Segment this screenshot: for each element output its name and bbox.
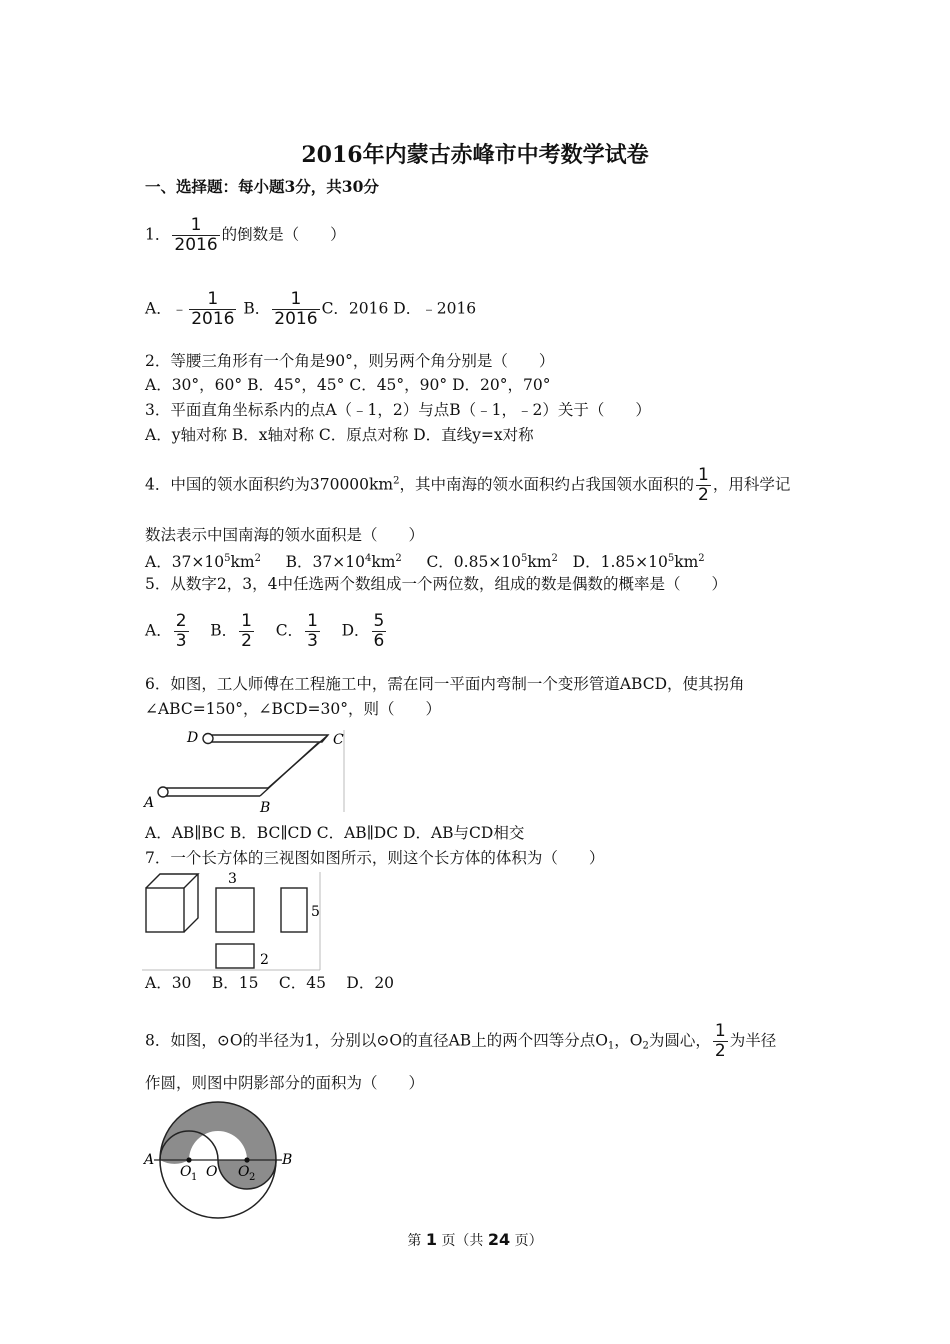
label-b: B [282, 1152, 293, 1168]
label-a: A [144, 1152, 155, 1168]
question-5: 5．从数字2，3，4中任选两个数组成一个两位数，组成的数是偶数的概率是（ ） [145, 575, 727, 593]
section-heading: 一、选择题：每小题3分，共30分 [145, 177, 379, 196]
label-d: D [187, 730, 199, 746]
label-o: O [206, 1164, 218, 1180]
pipe-diagram [140, 726, 350, 816]
option-cd-text: C．2016 D．﹣2016 [321, 299, 477, 318]
page-title: 2016年内蒙古赤峰市中考数学试卷 [301, 142, 649, 168]
label-b: B [260, 800, 271, 816]
circle-shading-diagram [140, 1092, 300, 1222]
label-o2: O [238, 1164, 250, 1180]
question-5-options: A． $\frac{2}{3}$ B． $\frac{1}{2}$ C． $\frac{1}{3}$ D． $\frac{5}{6}$ [145, 611, 385, 651]
question-text: 的倒数是（ ） [221, 225, 346, 244]
fraction: $\frac{1}{2016}$ [191, 289, 235, 329]
page-footer: 第 1 页（共 24 页） [407, 1230, 543, 1249]
question-8-stem-continued: 作圆，则图中阴影部分的面积为（ ） [145, 1074, 425, 1092]
option-b-label: B． [243, 299, 271, 318]
question-6-stem-continued: ∠ABC=150°，∠BCD=30°，则（ ） [145, 700, 441, 718]
question-number: 1． [145, 225, 171, 244]
question-6: 6．如图，工人师傅在工程施工中，需在同一平面内弯制一个变形管道ABCD，使其拐角 [145, 675, 745, 693]
label-o1-sub: 1 [191, 1172, 198, 1183]
question-8: 8．如图，⊙O的半径为1，分别以⊙O的直径AB上的两个四等分点$O_1$，$O_2$为圆心， $\frac{1}{2}$ 为半径 [145, 1021, 777, 1061]
page-number: 1 [425, 1230, 437, 1249]
question-7-options: A．30 B．15 C．45 D．20 [145, 974, 395, 992]
question-2-options: A．30°，60° B．45°，45° C．45°，90° D．20°，70° [145, 376, 551, 394]
total-pages: 24 [487, 1230, 511, 1249]
dim-5: 5 [311, 904, 320, 920]
label-o2-sub: 2 [249, 1172, 256, 1183]
question-4-options: A．$37\times 10^5km^2$ B．$37\times 10^4km^2$ C．$0.85\times 10^5km^2$ D．$1.85\times 10^5km^2$ [145, 553, 705, 571]
fraction: $\frac{1}{2}$ [714, 1021, 726, 1061]
three-views-diagram [140, 870, 325, 972]
question-7: 7．一个长方体的三视图如图所示，则这个长方体的体积为（ ） [145, 849, 605, 867]
label-a: A [144, 795, 155, 811]
question-3-options: A．y轴对称 B．x轴对称 C．原点对称 D．直线y=x对称 [145, 426, 534, 444]
question-3: 3．平面直角坐标系内的点A（﹣1，2）与点B（﹣1，﹣2）关于（ ） [145, 401, 651, 419]
label-c: C [333, 732, 344, 748]
dim-3: 3 [228, 871, 237, 887]
question-4: 4．中国的领水面积约为$370000km^2$，其中南海的领水面积约占我国领水面积的 $\frac{1}{2}$ ，用科学记 [145, 465, 791, 505]
question-1 [145, 216, 346, 255]
label-o1: O [180, 1164, 192, 1180]
dim-2: 2 [260, 952, 269, 968]
question-4-stem-continued: 数法表示中国南海的领水面积是（ ） [145, 526, 425, 544]
question-2: 2．等腰三角形有一个角是90°，则另两个角分别是（ ） [145, 352, 555, 370]
question-6-options: A．AB∥BC B．BC∥CD C．AB∥DC D．AB与CD相交 [145, 824, 525, 842]
fraction: $\frac{1}{2}$ [698, 465, 709, 505]
option-a-label: A．﹣ [145, 299, 188, 318]
fraction: $\frac{1}{2016}$ [274, 289, 318, 329]
fraction: $\frac{1}{2016}$ [174, 215, 218, 255]
question-1-options [145, 290, 476, 329]
